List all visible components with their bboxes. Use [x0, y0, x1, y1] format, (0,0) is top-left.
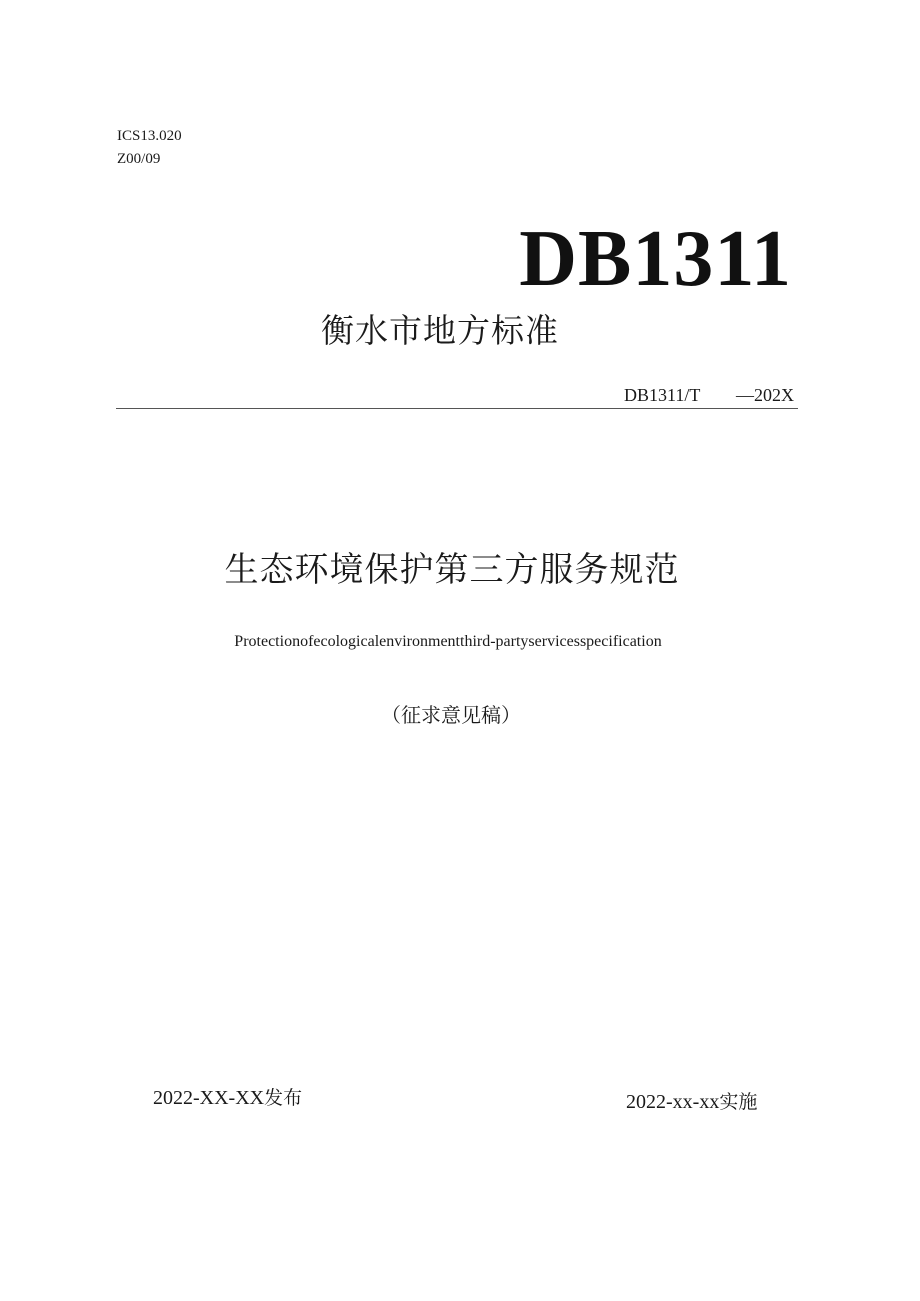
ccs-code: Z00/09	[117, 151, 161, 167]
standard-number	[624, 384, 794, 406]
publish-date: 2022-XX-XX	[153, 1087, 265, 1109]
publish-label: 发布	[264, 1087, 303, 1109]
standard-number-year: —202X	[736, 385, 794, 405]
publish-date-line	[153, 1085, 302, 1111]
header-divider	[116, 408, 798, 409]
implement-date: 2022-xx-xx	[626, 1091, 720, 1113]
implement-date-line	[626, 1089, 757, 1115]
document-title-english: Protectionofecologicalenvironmentthird-partyservicesspecification	[234, 633, 662, 650]
draft-stage-label: （征求意见稿）	[381, 703, 521, 727]
implement-label: 实施	[719, 1091, 758, 1113]
standard-number-prefix: DB1311/T	[623, 385, 700, 405]
ics-code: ICS13.020	[117, 128, 182, 144]
document-title-chinese: 生态环境保护第三方服务规范	[224, 550, 680, 590]
standard-type-heading: 衡水市地方标准	[321, 311, 559, 350]
standard-code-large: DB1311	[519, 215, 792, 303]
